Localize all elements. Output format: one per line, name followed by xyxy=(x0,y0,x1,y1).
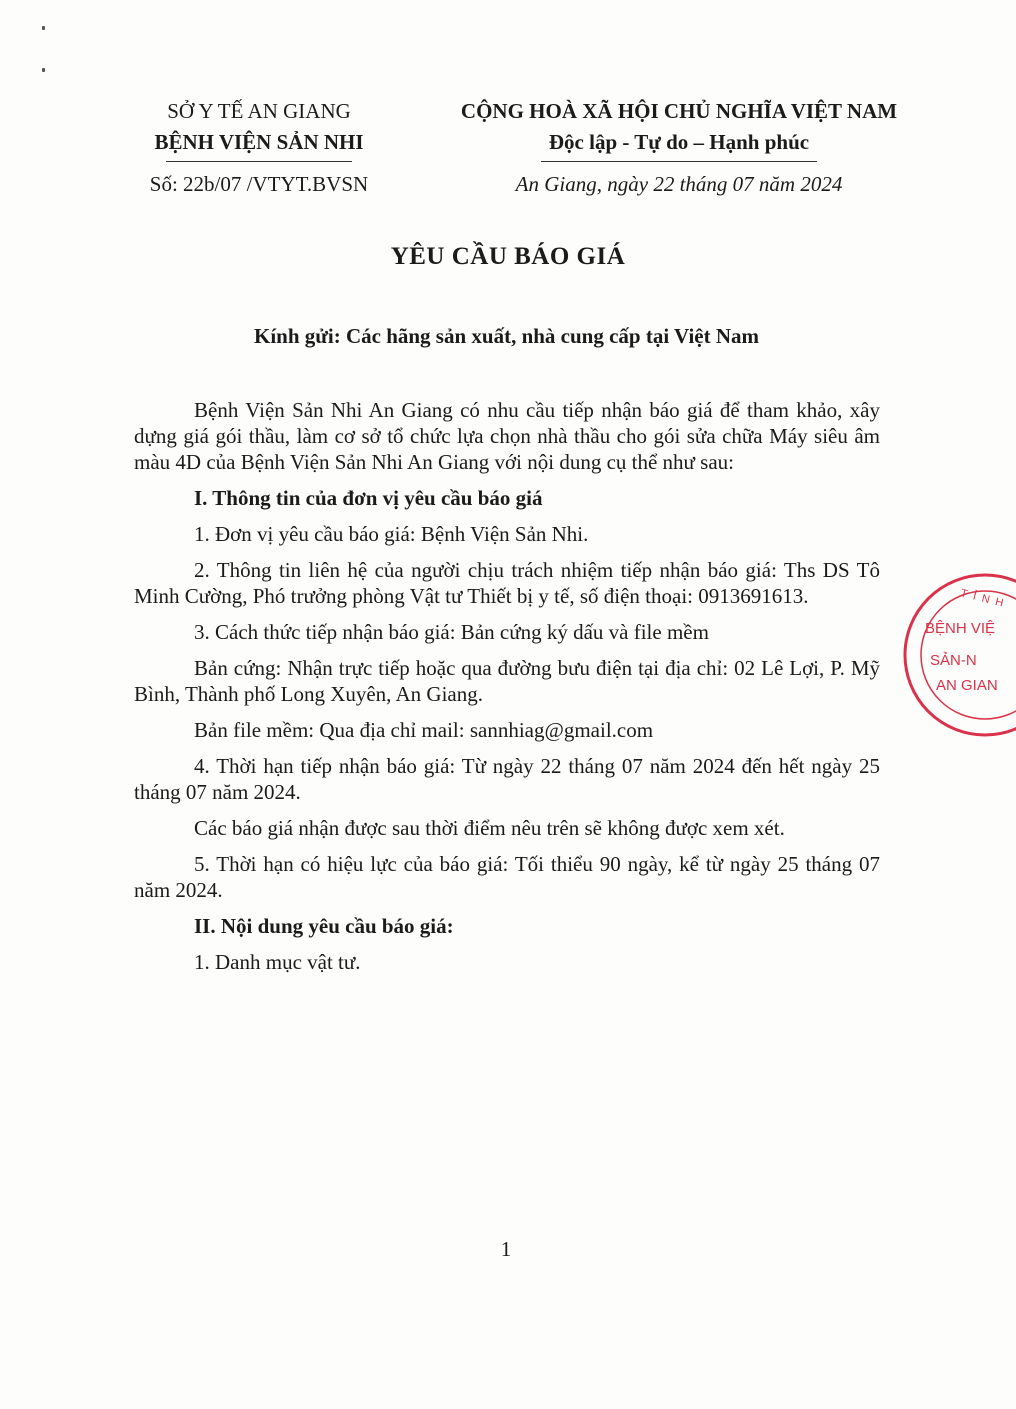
document-title: YÊU CẦU BÁO GIÁ xyxy=(390,243,626,270)
org-parent: SỞ Y TẾ AN GIANG xyxy=(167,99,351,123)
org-name: BỆNH VIỆN SẢN NHI xyxy=(154,130,364,154)
section-1-heading: I. Thông tin của đơn vị yêu cầu báo giá xyxy=(194,486,543,510)
reference-number: Số: 22b/07 /VTYT.BVSN xyxy=(149,172,369,196)
soft-copy-info: Bản file mềm: Qua địa chỉ mail: sannhiag@gmail.com xyxy=(194,718,654,742)
nation-name: CỘNG HOÀ XÃ HỘI CHỦ NGHĨA VIỆT NAM xyxy=(460,99,898,123)
document-body xyxy=(134,397,880,985)
seal-inner-ring xyxy=(921,591,1016,719)
national-motto: Độc lập - Tự do – Hạnh phúc xyxy=(548,130,810,154)
place-date: An Giang, ngày 22 tháng 07 năm 2024 xyxy=(515,172,843,196)
hard-copy-info: Bản cứng: Nhận trực tiếp hoặc qua đường bưu điện tại địa chỉ: 02 Lê Lợi, P. Mỹ Bình, Thành phố Long Xuyên, An Giang. xyxy=(134,656,880,706)
header-right-rule xyxy=(541,161,817,162)
item-1: 1. Đơn vị yêu cầu báo giá: Bệnh Viện Sản Nhi. xyxy=(194,522,589,546)
header-left-rule xyxy=(166,161,352,162)
seal-outer-ring xyxy=(905,575,1016,735)
item-2: 2. Thông tin liên hệ của người chịu trách nhiệm tiếp nhận báo giá: Ths DS Tô Minh Cường, Phó trưởng phòng Vật tư Thiết bị y tế, số điện thoại: 0913691613. xyxy=(134,558,880,608)
section-2-heading: II. Nội dung yêu cầu báo giá: xyxy=(194,914,454,938)
seal-text-line-1: BỆNH VIỆ xyxy=(925,620,996,637)
intro-paragraph: Bệnh Viện Sản Nhi An Giang có nhu cầu tiếp nhận báo giá để tham khảo, xây dựng giá gói thầu, làm cơ sở tổ chức lựa chọn nhà thầu cho gói sửa chữa Máy siêu âm màu 4D của Bệnh Viện Sản Nhi An Giang với nội dung cụ thể như sau: xyxy=(134,398,880,474)
item-4: 4. Thời hạn tiếp nhận báo giá: Từ ngày 22 tháng 07 năm 2024 đến hết ngày 25 tháng 07 năm 2024. xyxy=(134,754,880,804)
seal-ring-text: TỈNH xyxy=(959,587,1011,611)
header-right xyxy=(440,96,918,197)
recipient-line: Kính gửi: Các hãng sản xuất, nhà cung cấp tại Việt Nam xyxy=(254,324,760,348)
seal-text-line-2: SẢN-N xyxy=(930,652,977,669)
late-note: Các báo giá nhận được sau thời điểm nêu trên sẽ không được xem xét. xyxy=(194,816,785,840)
item-3: 3. Cách thức tiếp nhận báo giá: Bản cứng ký dấu và file mềm xyxy=(194,620,709,644)
scan-mark xyxy=(42,68,45,72)
item-5: 5. Thời hạn có hiệu lực của báo giá: Tối thiểu 90 ngày, kể từ ngày 25 tháng 07 năm 2024. xyxy=(134,852,880,902)
scan-mark xyxy=(42,26,45,30)
page-number: 1 xyxy=(500,1237,512,1261)
seal-text-line-3: AN GIAN xyxy=(936,677,998,694)
header-left xyxy=(100,96,418,197)
materials-list-item: 1. Danh mục vật tư. xyxy=(194,950,361,974)
